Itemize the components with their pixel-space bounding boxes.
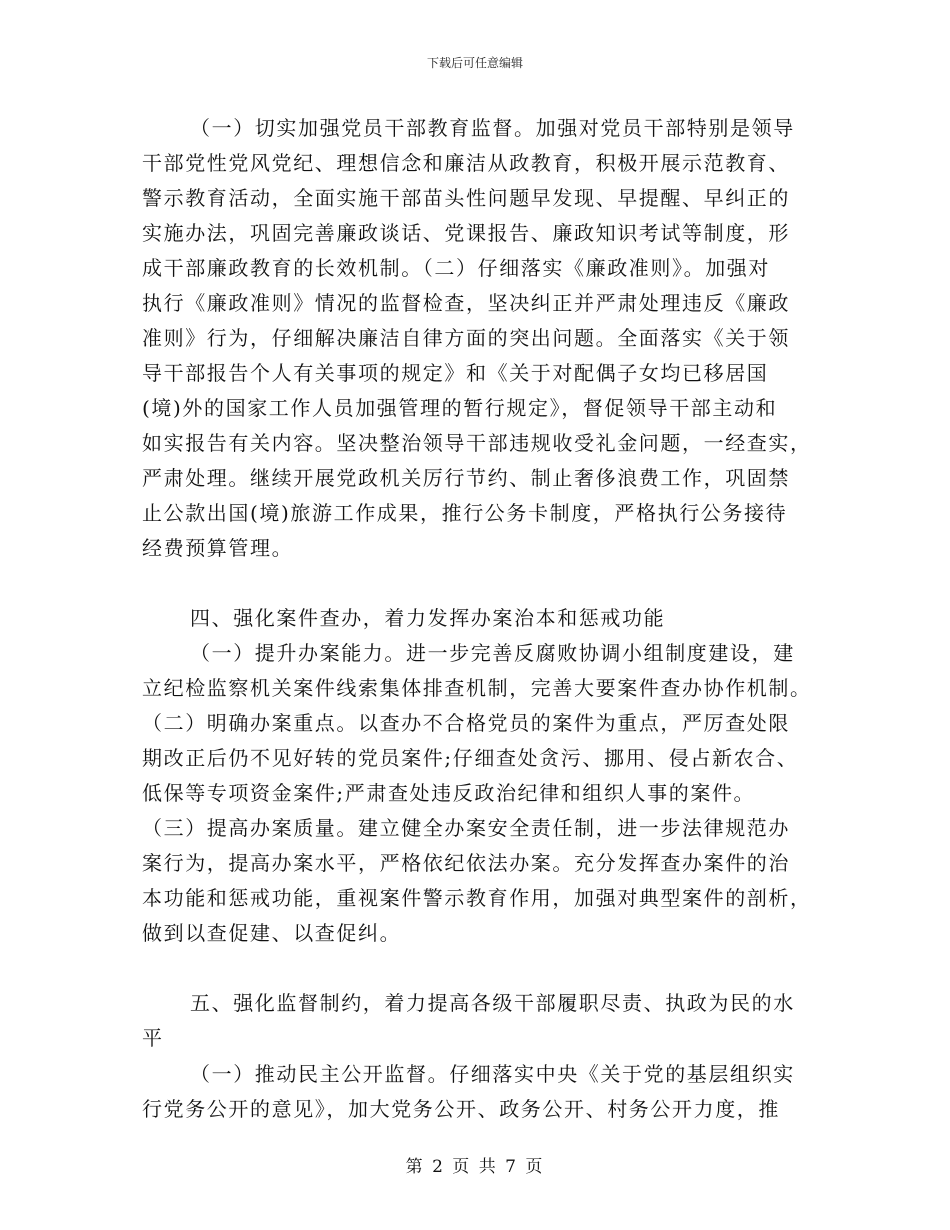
text-line: 立纪检监察机关案件线索集体排查机制，完善大要案件查办协作机制。	[142, 676, 812, 700]
section-heading: 四、强化案件查办，着力发挥办案治本和惩戒功能	[190, 606, 666, 630]
text-line: 止公款出国(境)旅游工作成果，推行公务卡制度，严格执行公务接待	[142, 501, 788, 525]
text-line: (境)外的国家工作人员加强管理的暂行规定》，督促领导干部主动和	[142, 396, 778, 420]
text-line: 如实报告有关内容。坚决整治领导干部违规收受礼金问题，一经查实，	[142, 431, 812, 455]
section-heading: 五、强化监督制约，着力提高各级干部履职尽责、执政为民的水	[190, 991, 795, 1015]
text-line	[142, 565, 822, 601]
text-line: 本功能和惩戒功能，重视案件警示教育作用，加强对典型案件的剖析，	[142, 886, 812, 910]
text-line: 做到以查促建、以查促纠。	[142, 921, 402, 945]
text-line: （一）提升办案能力。进一步完善反腐败协调小组制度建设，建	[190, 641, 795, 665]
page-header: 下载后可任意编辑	[426, 56, 523, 70]
text-line: 准则》行为，仔细解决廉洁自律方面的突出问题。全面落实《关于领	[142, 326, 790, 350]
text-line	[142, 950, 822, 986]
text-line: 案行为，提高办案水平，严格依纪依法办案。充分发挥查办案件的治	[142, 851, 790, 875]
text-line: 执行《廉政准则》情况的监督检查，坚决纠正并严肃处理违反《廉政	[142, 291, 790, 315]
text-line: 警示教育活动，全面实施干部苗头性问题早发现、早提醒、早纠正的	[142, 186, 790, 210]
text-line: 成干部廉政教育的长效机制。（二）仔细落实《廉政准则》。加强对	[142, 256, 770, 280]
text-line: （一）切实加强党员干部教育监督。加强对党员干部特别是领导	[190, 116, 795, 140]
text-line: 严肃处理。继续开展党政机关厉行节约、制止奢侈浪费工作，巩固禁	[142, 466, 790, 490]
text-line: 期改正后仍不见好转的党员案件;仔细查处贪污、挪用、侵占新农合、	[142, 746, 799, 770]
text-line: 导干部报告个人有关事项的规定》和《关于对配偶子女均已移居国	[142, 361, 769, 385]
section-heading-continued: 平	[142, 1026, 164, 1050]
text-line: 低保等专项资金案件;严肃查处违反政治纪律和组织人事的案件。	[142, 781, 756, 805]
text-line: （三）提高办案质量。建立健全办案安全责任制，进一步法律规范办	[142, 816, 790, 840]
text-line: 经费预算管理。	[142, 536, 294, 560]
text-line: （二）明确办案重点。以查办不合格党员的案件为重点，严厉查处限	[142, 711, 790, 735]
text-line: 实施办法，巩固完善廉政谈话、党课报告、廉政知识考试等制度，形	[142, 221, 790, 245]
text-line: （一）推动民主公开监督。仔细落实中央《关于党的基层组织实	[190, 1062, 795, 1086]
text-line: 行党务公开的意见》，加大党务公开、政务公开、村务公开力度，推	[142, 1097, 780, 1121]
text-line: 干部党性党风党纪、理想信念和廉洁从政教育，积极开展示范教育、	[142, 151, 790, 175]
page-number-footer: 第 2 页 共 7 页	[405, 1157, 545, 1177]
